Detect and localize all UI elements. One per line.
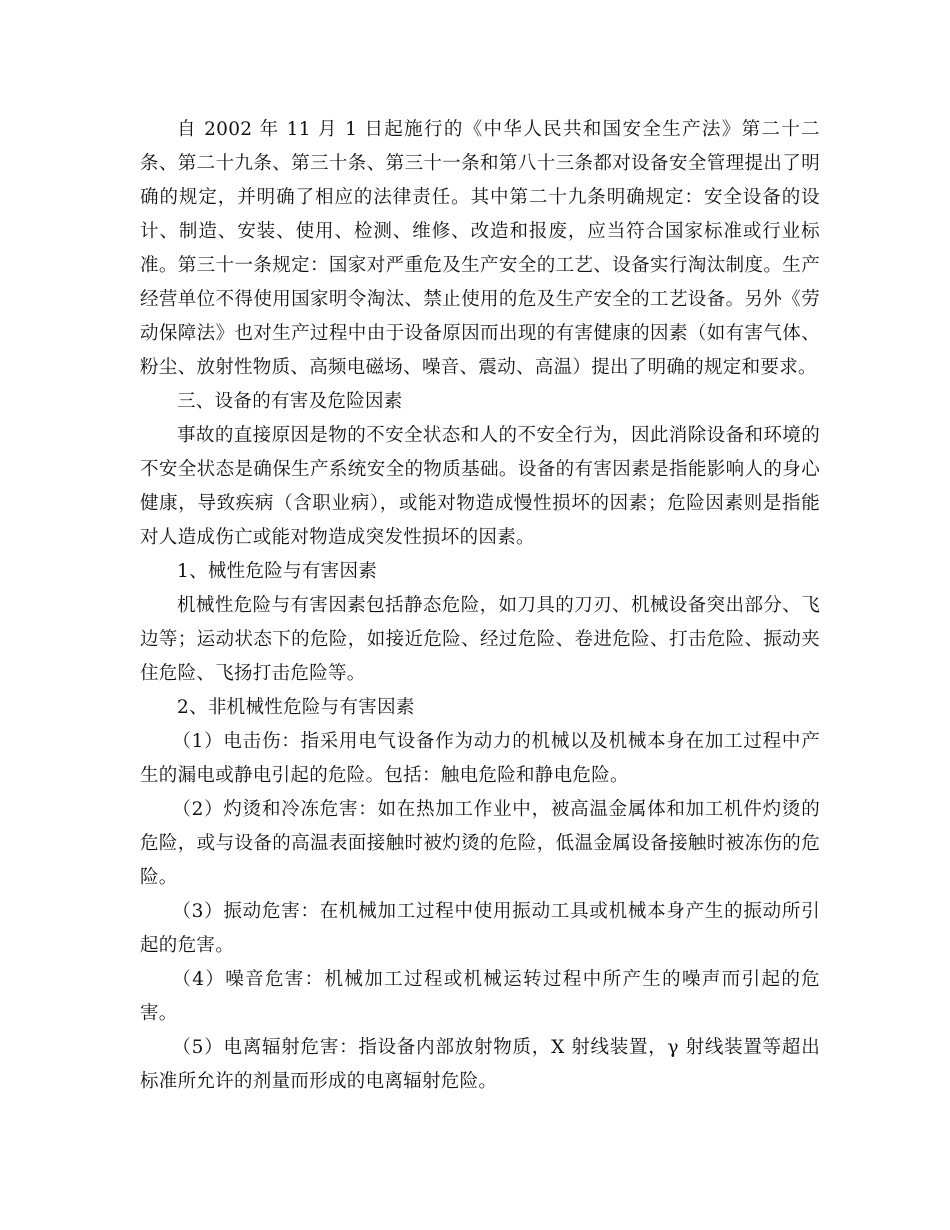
paragraph-safety-law: 自 2002 年 11 月 1 日起施行的《中华人民共和国安全生产法》第二十二条、第二十九条、第三十条、第三十一条和第八十三条都对设备安全管理提出了明确的规定，并明确了相应的法律责任。其中第二十九条明确规定：安全设备的设计、制造、安装、使用、检测、维修、改造和报废，应当符合国家标准或行业标准。第三十一条规定：国家对严重危及生产安全的工艺、设备实行淘汰制度。生产经营单位不得使用国家明令淘汰、禁止使用的危及生产安全的工艺设备。另外《劳动保障法》也对生产过程中由于设备原因而出现的有害健康的因素（如有害气体、粉尘、放射性物质、高频电磁场、噪音、震动、高温）提出了明确的规定和要求。	[140, 119, 820, 378]
subheading-non-mechanical-hazards: 2、非机械性危险与有害因素	[177, 697, 415, 718]
subheading-mechanical-hazards: 1、械性危险与有害因素	[177, 561, 378, 582]
list-item-noise: （4）噪音危害：机械加工过程或机械运转过程中所产生的噪声而引起的危害。	[140, 969, 820, 1024]
list-item-radiation: （5）电离辐射危害：指设备内部放射物质，X 射线装置，γ 射线装置等超出标准所允许的剂量而形成的电离辐射危险。	[140, 1037, 820, 1092]
list-item-burn-freeze: （2）灼烫和冷冻危害：如在热加工作业中，被高温金属体和加工机件灼烫的危险，或与设备的高温表面接触时被灼烫的危险，低温金属设备接触时被冻伤的危险。	[140, 799, 820, 888]
section-heading-hazards: 三、设备的有害及危险因素	[177, 391, 403, 412]
list-item-electric-shock: （1）电击伤：指采用电气设备作为动力的机械以及机械本身在加工过程中产生的漏电或静电引起的危险。包括：触电危险和静电危险。	[140, 731, 820, 786]
paragraph-mechanical-hazards: 机械性危险与有害因素包括静态危险，如刀具的刀刃、机械设备突出部分、飞边等；运动状态下的危险，如接近危险、经过危险、卷进危险、打击危险、振动夹住危险、飞扬打击危险等。	[140, 595, 820, 684]
paragraph-accident-causes: 事故的直接原因是物的不安全状态和人的不安全行为，因此消除设备和环境的不安全状态是确保生产系统安全的物质基础。设备的有害因素是指能影响人的身心健康，导致疾病（含职业病），或能对物造成慢性损坏的因素；危险因素则是指能对人造成伤亡或能对物造成突发性损坏的因素。	[140, 425, 820, 548]
list-item-vibration: （3）振动危害：在机械加工过程中使用振动工具或机械本身产生的振动所引起的危害。	[140, 901, 820, 956]
document-body	[140, 113, 820, 1099]
